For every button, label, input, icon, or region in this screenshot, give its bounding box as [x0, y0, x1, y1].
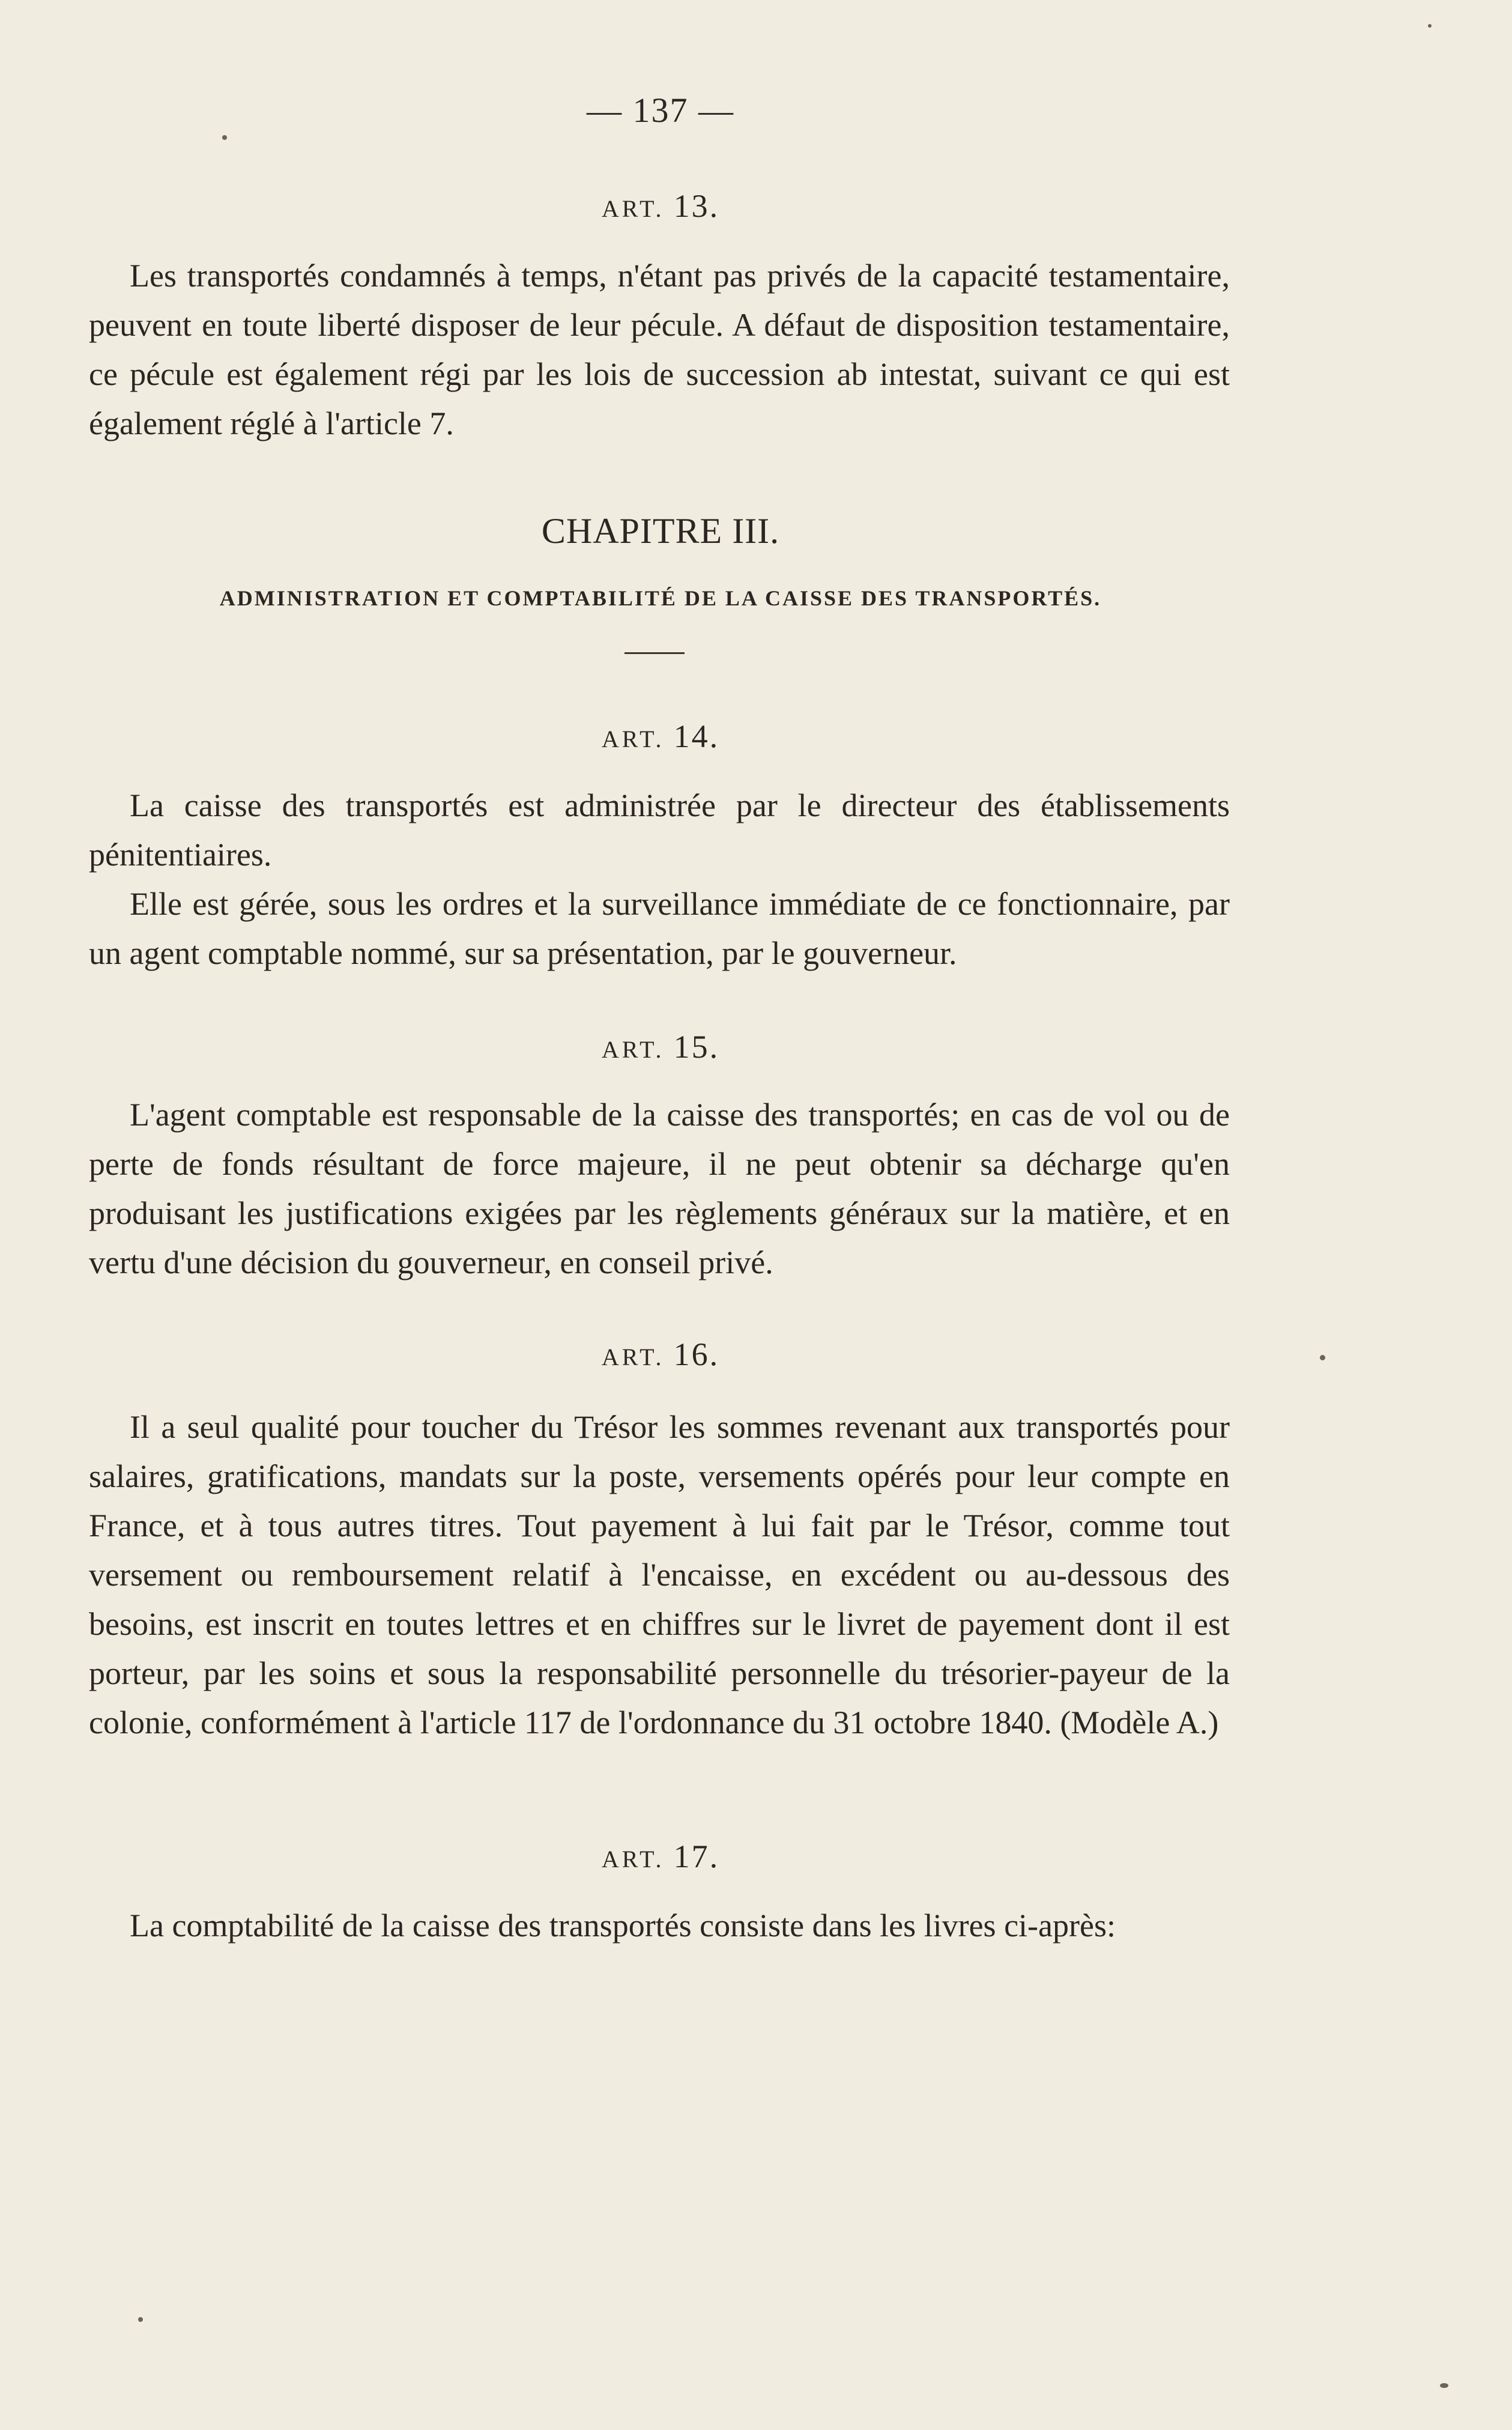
article-15-body	[89, 1090, 1230, 1287]
divider-rule	[624, 652, 685, 654]
paragraph: Il a seul qualité pour toucher du Trésor les sommes revenant aux transportés pour salaires, gratifications, mandats sur la poste, versements opérés pour leur compte en France, et à tous autres titres. Tout payement à lui fait par le Trésor, comme tout versement ou remboursement relatif à l'encaisse, en excédent ou au-dessous des besoins, est inscrit en toutes lettres et en chiffres sur le livret de payement dont il est porteur, par les soins et sous la responsabilité personnelle du trésorier-payeur de la colonie, conformément à l'article 117 de l'ordonnance du 31 octobre 1840. (Modèle A.)	[89, 1409, 1230, 1741]
article-prefix: ART.	[601, 1036, 665, 1063]
page-number: — 137 —	[587, 91, 734, 130]
article-14-body	[89, 781, 1230, 978]
article-heading-15	[0, 1028, 1321, 1065]
scan-speck	[1428, 24, 1432, 28]
scan-speck	[222, 135, 227, 140]
article-number: 14.	[673, 718, 720, 754]
chapter-title: CHAPITRE III.	[541, 511, 780, 551]
article-heading-13	[0, 187, 1321, 225]
article-heading-17	[0, 1838, 1321, 1875]
article-heading-16	[0, 1336, 1321, 1373]
article-16-body	[89, 1402, 1230, 1747]
article-prefix: ART.	[601, 1846, 665, 1873]
scan-speck	[138, 2317, 143, 2322]
article-17-body	[89, 1901, 1230, 1950]
article-number: 15.	[673, 1029, 720, 1065]
article-prefix: ART.	[601, 1344, 665, 1371]
paragraph: La comptabilité de la caisse des transportés consiste dans les livres ci-après:	[130, 1907, 1116, 1944]
article-prefix: ART.	[601, 726, 665, 753]
chapter-subtitle: ADMINISTRATION ET COMPTABILITÉ DE LA CAISSE DES TRANSPORTÉS.	[219, 586, 1102, 610]
article-13-body	[89, 251, 1230, 448]
paragraph: La caisse des transportés est administrée par le directeur des établissements pénitentiaires.	[89, 787, 1230, 873]
paragraph: Les transportés condamnés à temps, n'étant pas privés de la capacité testamentaire, peuvent en toute liberté disposer de leur pécule. A défaut de disposition testamentaire, ce pécule est également régi par les lois de succession ab intestat, suivant ce qui est également réglé à l'article 7.	[89, 258, 1230, 441]
scan-speck	[1320, 1355, 1325, 1360]
article-number: 13.	[673, 188, 720, 224]
paragraph: L'agent comptable est responsable de la caisse des transportés; en cas de vol ou de perte de fonds résultant de force majeure, il ne peut obtenir sa décharge qu'en produisant les justifications exigées par les règlements généraux sur la matière, et en vertu d'une décision du gouverneur, en conseil privé.	[89, 1097, 1230, 1280]
article-heading-14	[0, 718, 1321, 755]
article-prefix: ART.	[601, 195, 665, 222]
article-number: 16.	[673, 1336, 720, 1372]
scan-speck	[1440, 2383, 1448, 2388]
paragraph: Elle est gérée, sous les ordres et la surveillance immédiate de ce fonctionnaire, par un agent comptable nommé, sur sa présentation, par le gouverneur.	[89, 886, 1230, 971]
article-number: 17.	[673, 1838, 720, 1874]
